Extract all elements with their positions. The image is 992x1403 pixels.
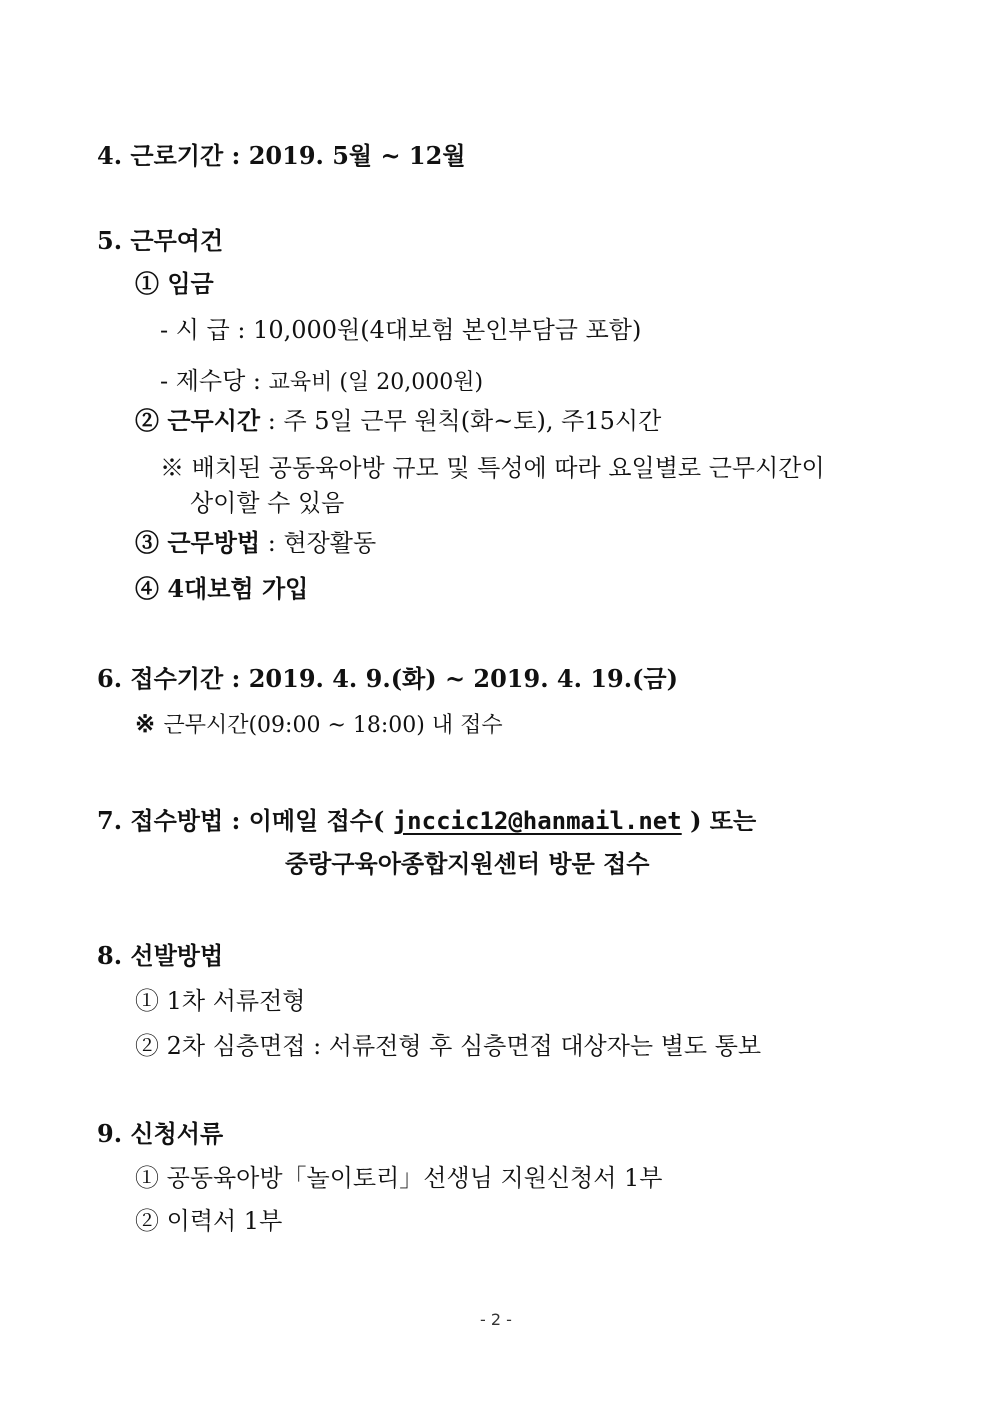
- selection-step-1: ① 1차 서류전형: [135, 987, 306, 1015]
- work-hours-note-line-2: 상이할 수 있음: [190, 489, 345, 517]
- section-6-heading: 6. 접수기간 : 2019. 4. 9.(화) ~ 2019. 4. 19.(금): [97, 664, 678, 693]
- section-4-heading: 4. 근로기간 : 2019. 5월 ~ 12월: [97, 141, 466, 170]
- section-5-heading: 5. 근무여건: [97, 226, 224, 255]
- work-hours-title: ② 근무시간: [135, 406, 261, 435]
- section-7-prefix: 7. 접수방법 : 이메일 접수(: [97, 806, 385, 835]
- work-method: [135, 527, 376, 559]
- wage-allowance: [160, 365, 483, 399]
- required-document-1: ① 공동육아방「놀이토리」선생님 지원신청서 1부: [135, 1164, 663, 1192]
- application-period-note: [135, 708, 503, 742]
- note-body: 근무시간(09:00 ~ 18:00) 내 접수: [163, 713, 503, 738]
- wage-hourly: - 시 급 : 10,000원(4대보험 본인부담금 포함): [160, 316, 642, 344]
- section-7-suffix: ) 또는: [690, 806, 757, 835]
- work-hours-note-line-1: ※ 배치된 공동육아방 규모 및 특성에 따라 요일별로 근무시간이: [160, 454, 825, 482]
- section-9-heading: 9. 신청서류: [97, 1119, 224, 1148]
- wage-allowance-value: 교육비 (일 20,000원): [268, 370, 484, 395]
- selection-step-2: ② 2차 심층면접 : 서류전형 후 심층면접 대상자는 별도 통보: [135, 1032, 762, 1060]
- work-hours-value: : 주 5일 근무 원칙(화~토), 주15시간: [260, 407, 662, 435]
- wage-title: ① 임금: [135, 269, 214, 298]
- section-7-line-2: 중랑구육아종합지원센터 방문 접수: [285, 849, 650, 878]
- wage-allowance-label: - 제수당 :: [160, 367, 269, 395]
- page-number: - 2 -: [480, 1310, 512, 1329]
- section-8-heading: 8. 선발방법: [97, 941, 224, 970]
- insurance-item: ④ 4대보험 가입: [135, 574, 309, 603]
- work-hours: [135, 405, 661, 437]
- work-method-title: ③ 근무방법: [135, 528, 261, 557]
- required-document-2: ② 이력서 1부: [135, 1207, 283, 1235]
- section-7-heading: [97, 805, 756, 837]
- work-method-value: : 현장활동: [260, 529, 377, 557]
- note-mark: ※: [135, 709, 164, 738]
- email-link[interactable]: jnccic12@hanmail.net: [392, 807, 682, 835]
